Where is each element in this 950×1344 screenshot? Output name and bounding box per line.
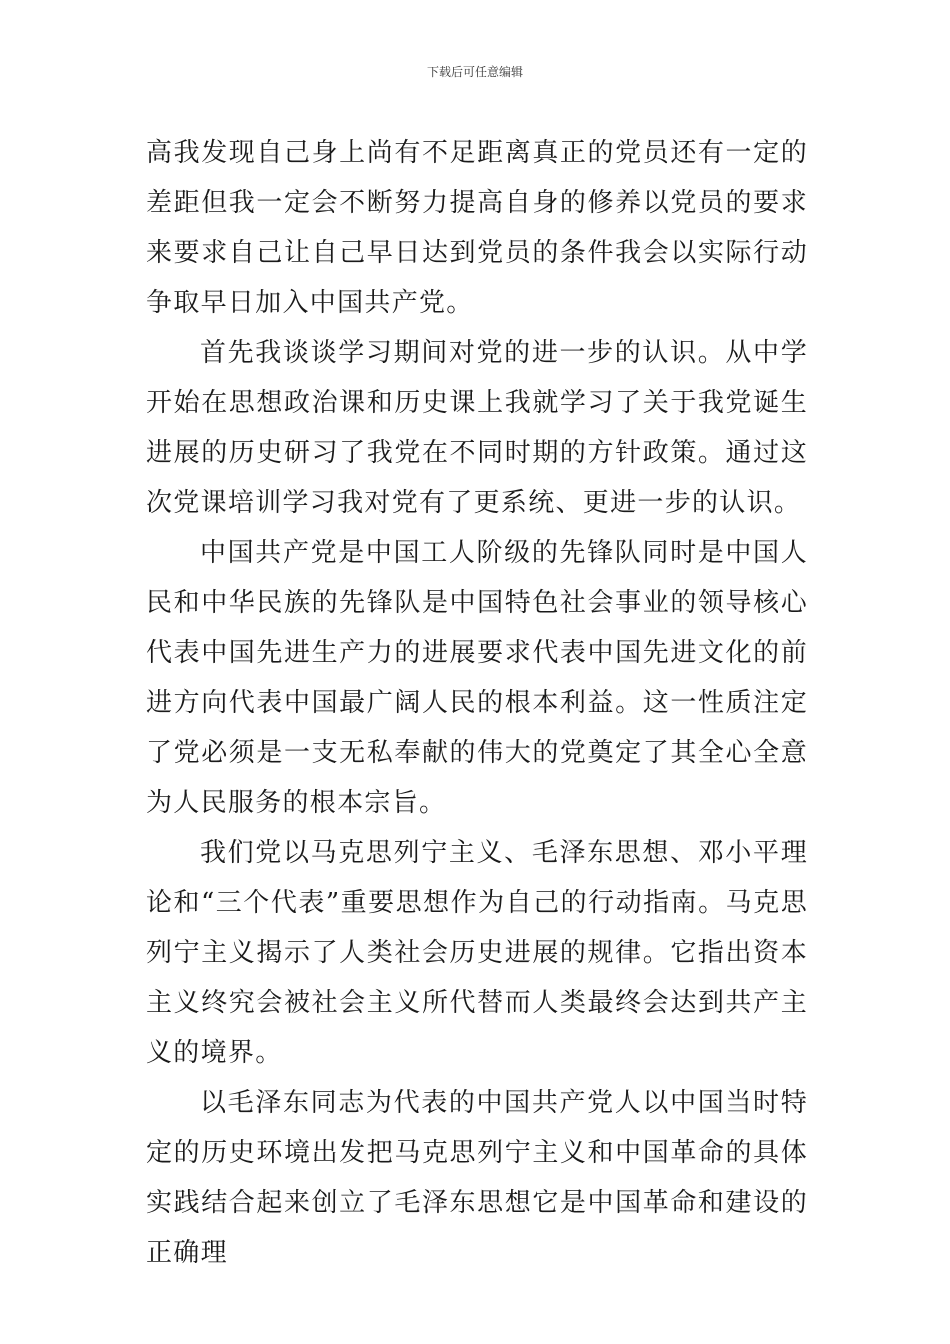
paragraph-party-nature: 中国共产党是中国工人阶级的先锋队同时是中国人民和中华民族的先锋队是中国特色社会事业的领导核心代表中国先进生产力的进展要求代表中国先进文化的前进方向代表中国最广阔人民的根本利益。这一性质注定了党必须是一支无私奉献的伟大的党奠定了其全心全意为人民服务的根本宗旨。	[146, 538, 808, 818]
paragraph-party-understanding: 首先我谈谈学习期间对党的进一步的认识。从中学开始在思想政治课和历史课上我就学习了关于我党诞生进展的历史研习了我党在不同时期的方针政策。通过这次党课培训学习我对党有了更系统、更进一步的认识。	[146, 338, 808, 518]
document-body	[146, 128, 808, 1278]
paragraph-mao-thought: 以毛泽东同志为代表的中国共产党人以中国当时特定的历史环境出发把马克思列宁主义和中国革命的具体实践结合起来创立了毛泽东思想它是中国革命和建设的正确理	[146, 1088, 808, 1268]
page-header: 下载后可任意编辑	[426, 65, 523, 79]
paragraph-guiding-ideology: 我们党以马克思列宁主义、毛泽东思想、邓小平理论和“三个代表”重要思想作为自己的行动指南。马克思列宁主义揭示了人类社会历史进展的规律。它指出资本主义终究会被社会主义所代替而人类最终会达到共产主义的境界。	[146, 838, 808, 1068]
paragraph-continuation: 高我发现自己身上尚有不足距离真正的党员还有一定的差距但我一定会不断努力提高自身的修养以党员的要求来要求自己让自己早日达到党员的条件我会以实际行动争取早日加入中国共产党。	[146, 138, 808, 318]
